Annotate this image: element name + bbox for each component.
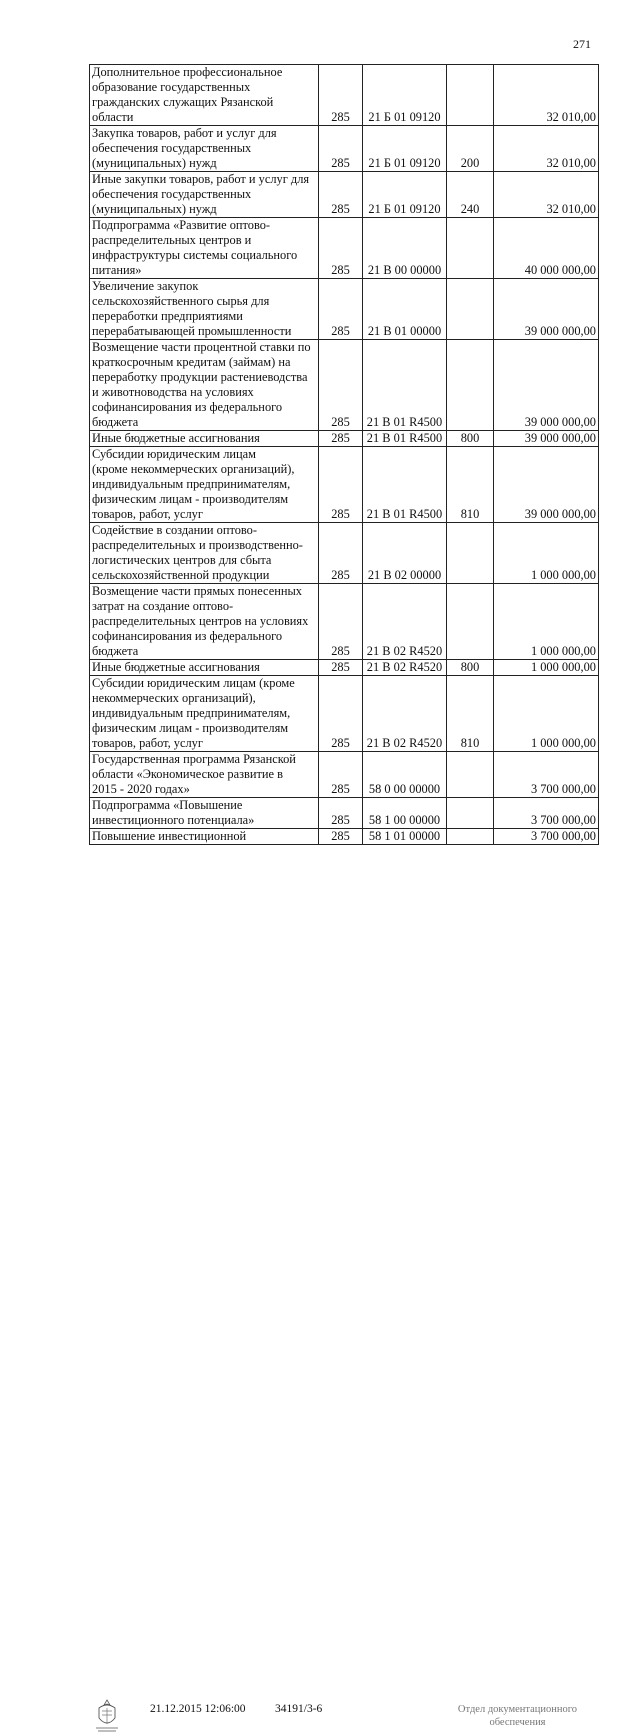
cell-amount: 32 010,00 (494, 65, 599, 126)
cell-amount: 1 000 000,00 (494, 523, 599, 584)
cell-target: 58 0 00 00000 (363, 752, 447, 798)
cell-code: 285 (319, 447, 363, 523)
budget-table-body (90, 65, 599, 845)
table-row (90, 523, 599, 584)
cell-code: 285 (319, 340, 363, 431)
table-row (90, 752, 599, 798)
cell-code: 285 (319, 65, 363, 126)
page-footer (0, 848, 640, 1728)
cell-type: 200 (447, 126, 494, 172)
cell-desc: Иные закупки товаров, работ и услуг для обеспечения государственных (муниципальных) нужд (90, 172, 319, 218)
budget-table (89, 64, 599, 845)
cell-type (447, 584, 494, 660)
table-row (90, 218, 599, 279)
cell-target: 21 В 01 R4500 (363, 447, 447, 523)
cell-code: 285 (319, 584, 363, 660)
cell-type (447, 798, 494, 829)
cell-amount: 1 000 000,00 (494, 584, 599, 660)
cell-target: 21 Б 01 09120 (363, 126, 447, 172)
stamp-datetime: 21.12.2015 12:06:00 (150, 1703, 246, 1715)
cell-target: 21 В 02 R4520 (363, 584, 447, 660)
table-row (90, 660, 599, 676)
cell-amount: 39 000 000,00 (494, 431, 599, 447)
cell-type (447, 65, 494, 126)
cell-desc: Закупка товаров, работ и услуг для обеспечения государственных (муниципальных) нужд (90, 126, 319, 172)
cell-desc: Увеличение закупок сельскохозяйственного сырья для переработки предприятиями перерабатывающей промышленности (90, 279, 319, 340)
cell-code: 285 (319, 798, 363, 829)
cell-target: 21 В 01 R4500 (363, 431, 447, 447)
cell-code: 285 (319, 523, 363, 584)
cell-amount: 3 700 000,00 (494, 798, 599, 829)
cell-code: 285 (319, 660, 363, 676)
cell-type (447, 340, 494, 431)
cell-desc: Иные бюджетные ассигнования (90, 660, 319, 676)
cell-code: 285 (319, 172, 363, 218)
cell-amount: 1 000 000,00 (494, 676, 599, 752)
table-row (90, 829, 599, 845)
cell-desc: Субсидии юридическим лицам (кроме некоммерческих организаций), индивидуальным предпринимателям, физическим лицам - производителям товаров, работ, услуг (90, 447, 319, 523)
cell-desc: Возмещение части процентной ставки по краткосрочным кредитам (займам) на переработку продукции растениеводства и животноводства на условиях софинансирования из федерального бюджета (90, 340, 319, 431)
table-row (90, 65, 599, 126)
cell-type (447, 829, 494, 845)
document-id: 34191/3-6 (275, 1703, 323, 1715)
cell-type: 800 (447, 431, 494, 447)
cell-amount: 39 000 000,00 (494, 340, 599, 431)
cell-target: 21 В 00 00000 (363, 218, 447, 279)
cell-type (447, 218, 494, 279)
cell-type: 800 (447, 660, 494, 676)
cell-type (447, 279, 494, 340)
cell-type (447, 523, 494, 584)
cell-target: 21 В 02 R4520 (363, 660, 447, 676)
page-number: 271 (573, 37, 591, 51)
cell-type (447, 752, 494, 798)
table-row (90, 172, 599, 218)
cell-target: 21 В 02 00000 (363, 523, 447, 584)
cell-amount: 32 010,00 (494, 126, 599, 172)
table-row (90, 431, 599, 447)
cell-target: 58 1 00 00000 (363, 798, 447, 829)
cell-target: 21 В 02 R4520 (363, 676, 447, 752)
cell-type: 240 (447, 172, 494, 218)
table-row (90, 279, 599, 340)
cell-amount: 40 000 000,00 (494, 218, 599, 279)
table-row (90, 676, 599, 752)
table-row (90, 584, 599, 660)
cell-amount: 1 000 000,00 (494, 660, 599, 676)
cell-desc: Подпрограмма «Развитие оптово- распределительных центров и инфраструктуры системы социального питания» (90, 218, 319, 279)
cell-code: 285 (319, 676, 363, 752)
cell-code: 285 (319, 431, 363, 447)
cell-desc: Подпрограмма «Повышение инвестиционного потенциала» (90, 798, 319, 829)
cell-desc: Дополнительное профессиональное образование государственных гражданских служащих Рязанской области (90, 65, 319, 126)
cell-amount: 39 000 000,00 (494, 279, 599, 340)
cell-code: 285 (319, 126, 363, 172)
cell-desc: Повышение инвестиционной (90, 829, 319, 845)
cell-code: 285 (319, 218, 363, 279)
cell-target: 21 В 01 R4500 (363, 340, 447, 431)
cell-target: 21 Б 01 09120 (363, 65, 447, 126)
cell-desc: Государственная программа Рязанской области «Экономическое развитие в 2015 - 2020 годах» (90, 752, 319, 798)
cell-amount: 3 700 000,00 (494, 829, 599, 845)
cell-code: 285 (319, 829, 363, 845)
cell-code: 285 (319, 279, 363, 340)
cell-target: 58 1 01 00000 (363, 829, 447, 845)
table-row (90, 798, 599, 829)
cell-desc: Иные бюджетные ассигнования (90, 431, 319, 447)
cell-target: 21 Б 01 09120 (363, 172, 447, 218)
department-label: Отдел документационного обеспечения (457, 1704, 578, 1728)
table-row (90, 340, 599, 431)
table-row (90, 126, 599, 172)
cell-desc: Субсидии юридическим лицам (кроме некоммерческих организаций), индивидуальным предпринимателям, физическим лицам - производителям товаров, работ, услуг (90, 676, 319, 752)
cell-type: 810 (447, 447, 494, 523)
table-row (90, 447, 599, 523)
cell-desc: Содействие в создании оптово- распределительных и производственно- логистических центров для сбыта сельскохозяйственной продукции (90, 523, 319, 584)
coat-of-arms-icon (93, 1698, 121, 1732)
cell-desc: Возмещение части прямых понесенных затрат на создание оптово- распределительных центров на условиях софинансирования из федерального бюджета (90, 584, 319, 660)
cell-amount: 32 010,00 (494, 172, 599, 218)
cell-type: 810 (447, 676, 494, 752)
cell-code: 285 (319, 752, 363, 798)
cell-amount: 39 000 000,00 (494, 447, 599, 523)
cell-amount: 3 700 000,00 (494, 752, 599, 798)
cell-target: 21 В 01 00000 (363, 279, 447, 340)
